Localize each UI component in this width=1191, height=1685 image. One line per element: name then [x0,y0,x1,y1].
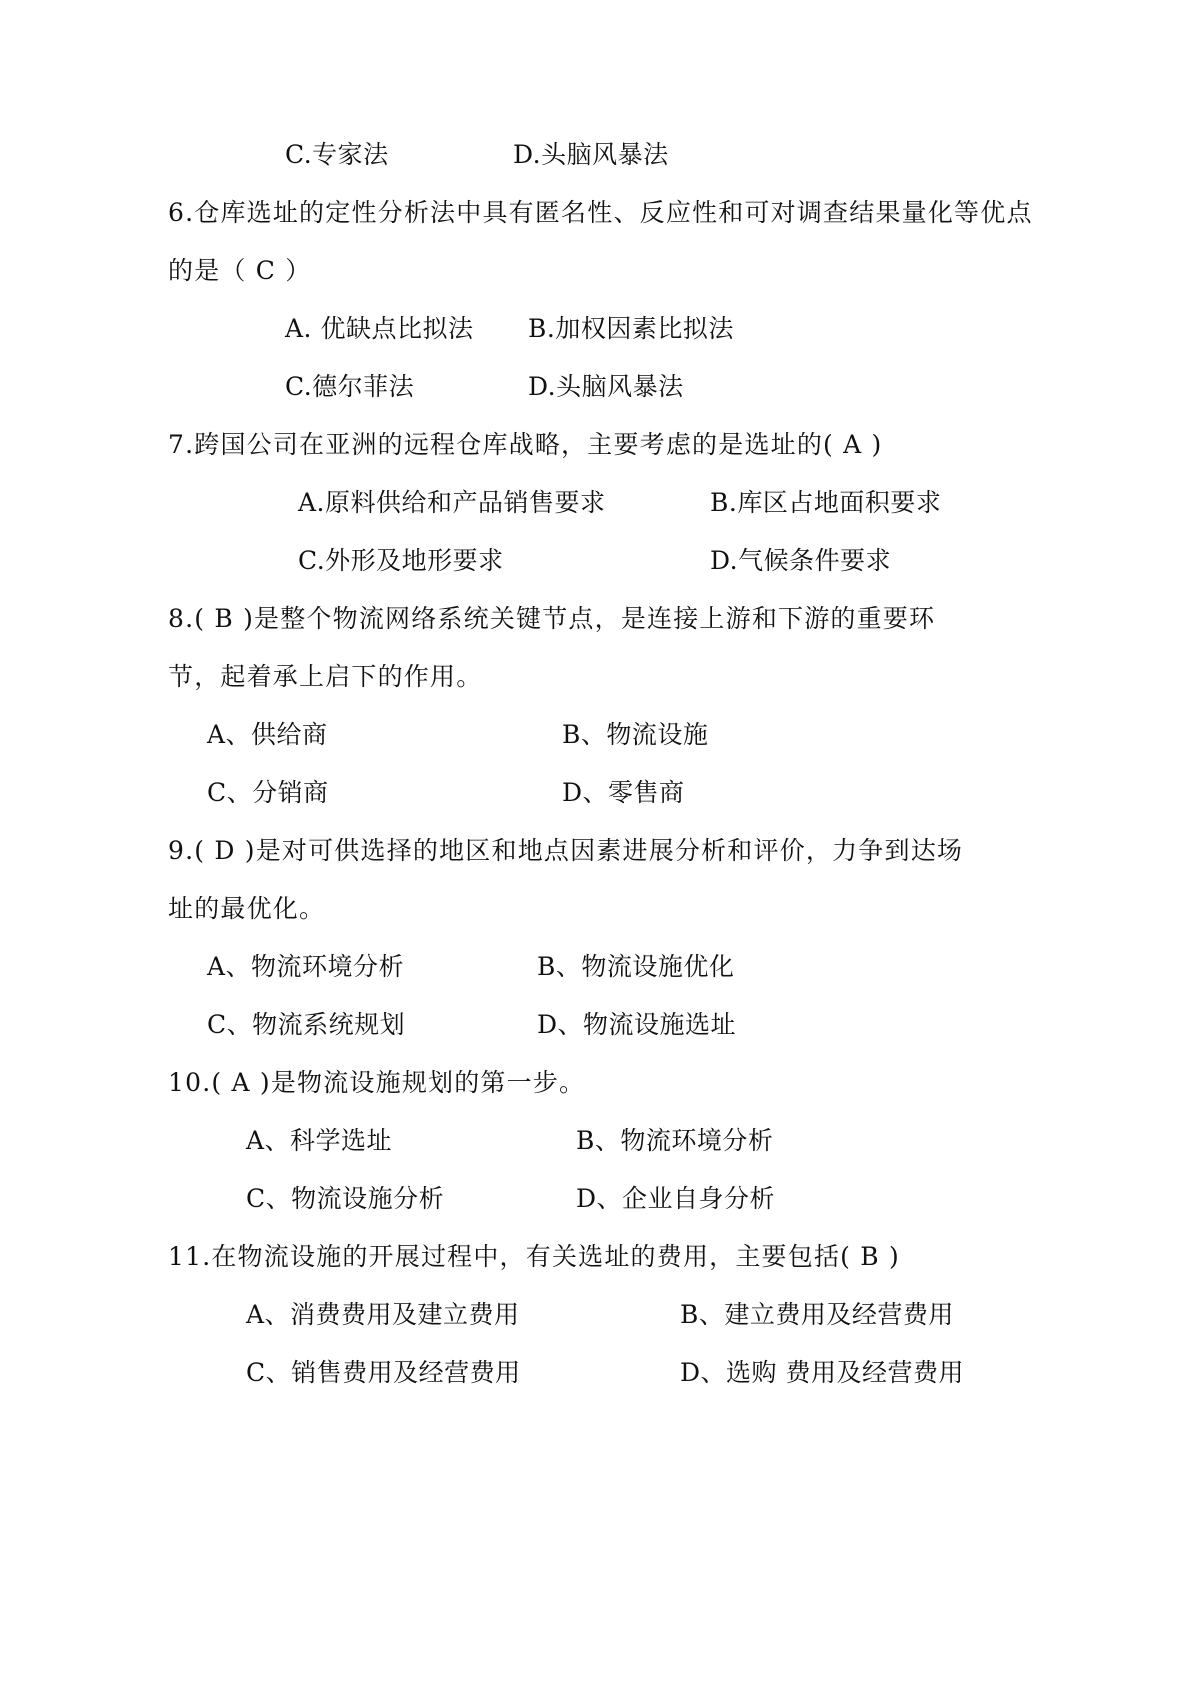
q8-stem-line1: 8.( B )是整个物流网络系统关键节点，是连接上游和下游的重要环 [168,604,936,633]
q9-stem-line2: 址的最优化。 [168,894,326,923]
q5-option-c: C.专家法 [285,140,389,169]
q9-option-a: A、物流环境分析 [207,952,405,981]
q7-option-d: D.气候条件要求 [710,546,892,575]
q10-option-d: D、企业自身分析 [576,1184,776,1213]
q8-option-a: A、供给商 [207,720,328,749]
q5-option-d: D.头脑风暴法 [513,140,669,169]
q6-stem-line2: 的是（ C ） [168,256,312,285]
q7-option-c: C.外形及地形要求 [298,546,504,575]
q6-stem-line1: 6.仓库选址的定性分析法中具有匿名性、反应性和可对调查结果量化等优点 [168,198,1033,227]
q11-option-d: D、选购 费用及经营费用 [680,1358,964,1387]
q9-option-b: B、物流设施优化 [537,952,735,981]
q10-option-b: B、物流环境分析 [576,1126,774,1155]
q10-stem-line1: 10.( A )是物流设施规划的第一步。 [168,1068,586,1097]
q7-option-b: B.库区占地面积要求 [710,488,942,517]
q7-option-a: A.原料供给和产品销售要求 [298,488,606,517]
q10-option-a: A、科学选址 [246,1126,393,1155]
q8-stem-line2: 节，起着承上启下的作用。 [168,662,483,691]
q11-option-c: C、销售费用及经营费用 [246,1358,521,1387]
q6-option-c: C.德尔菲法 [285,372,415,401]
q6-option-b: B.加权因素比拟法 [528,314,734,343]
q9-option-d: D、物流设施选址 [537,1010,737,1039]
q6-option-d: D.头脑风暴法 [528,372,684,401]
q8-option-b: B、物流设施 [562,720,709,749]
q11-stem-line1: 11.在物流设施的开展过程中，有关选址的费用，主要包括( B ) [168,1242,900,1271]
q9-stem-line1: 9.( D )是对可供选择的地区和地点因素进展分析和评价，力争到达场 [168,836,964,865]
q8-option-d: D、零售商 [562,778,685,807]
q8-option-c: C、分销商 [207,778,329,807]
q10-option-c: C、物流设施分析 [246,1184,445,1213]
q7-stem-line1: 7.跨国公司在亚洲的远程仓库战略，主要考虑的是选址的( A ) [168,430,883,459]
q6-option-a: A. 优缺点比拟法 [285,314,474,343]
q11-option-a: A、消费费用及建立费用 [246,1300,520,1329]
q11-option-b: B、建立费用及经营费用 [680,1300,954,1329]
q9-option-c: C、物流系统规划 [207,1010,406,1039]
